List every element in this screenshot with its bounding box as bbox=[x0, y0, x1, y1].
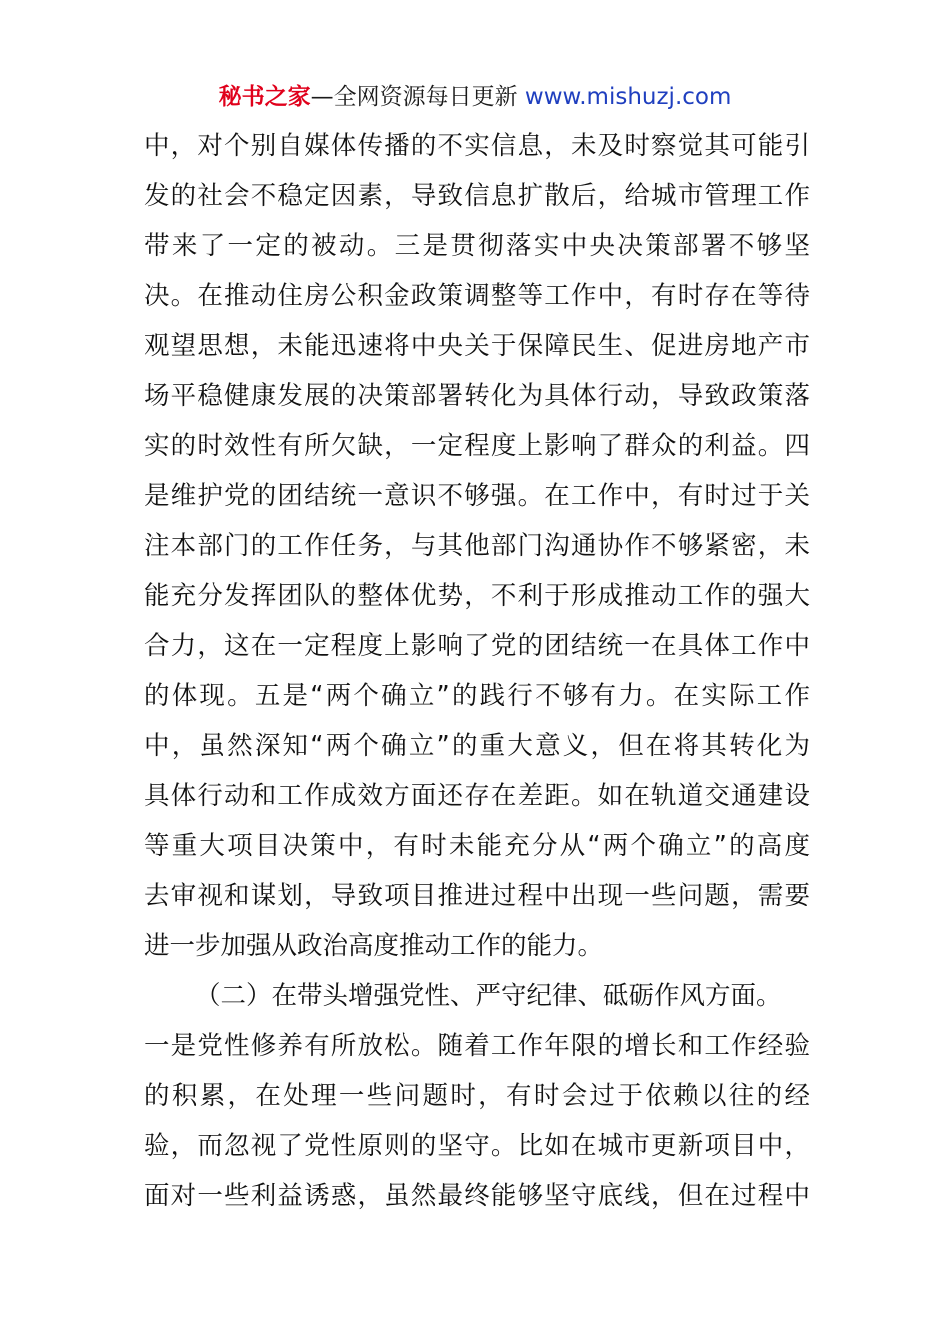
site-header bbox=[0, 79, 950, 115]
text-line: 等重大项目决策中，有时未能充分从“两个确立”的高度 bbox=[144, 831, 810, 861]
section-heading: （二）在带头增强党性、严守纪律、砥砺作风方面。 bbox=[195, 981, 782, 1011]
text-line: 的积累，在处理一些问题时，有时会过于依赖以往的经 bbox=[144, 1081, 810, 1111]
text-line: 注本部门的工作任务，与其他部门沟通协作不够紧密，未 bbox=[144, 531, 810, 561]
text-line: 场平稳健康发展的决策部署转化为具体行动，导致政策落 bbox=[144, 381, 810, 411]
header-url-link[interactable]: www.mishuzj.com bbox=[524, 84, 732, 110]
header-tagline: —全网资源每日更新 bbox=[310, 84, 518, 110]
text-line: 是维护党的团结统一意识不够强。在工作中，有时过于关 bbox=[144, 481, 810, 511]
text-line: 面对一些利益诱惑，虽然最终能够坚守底线，但在过程中 bbox=[144, 1181, 810, 1211]
text-line: 验，而忽视了党性原则的坚守。比如在城市更新项目中， bbox=[144, 1131, 810, 1161]
text-line: 去审视和谋划，导致项目推进过程中出现一些问题，需要 bbox=[144, 881, 810, 911]
text-line: 的体现。五是“两个确立”的践行不够有力。在实际工作 bbox=[144, 681, 810, 711]
text-line: 一是党性修养有所放松。随着工作年限的增长和工作经验 bbox=[144, 1031, 810, 1061]
header-brand: 秘书之家 bbox=[218, 84, 311, 110]
text-line-paragraph-end: 进一步加强从政治高度推动工作的能力。 bbox=[144, 931, 604, 961]
text-line: 能充分发挥团队的整体优势，不利于形成推动工作的强大 bbox=[144, 581, 810, 611]
text-line: 发的社会不稳定因素，导致信息扩散后，给城市管理工作 bbox=[144, 181, 810, 211]
text-line: 具体行动和工作成效方面还存在差距。如在轨道交通建设 bbox=[144, 781, 810, 811]
text-line: 带来了一定的被动。三是贯彻落实中央决策部署不够坚 bbox=[144, 231, 810, 261]
text-line: 决。在推动住房公积金政策调整等工作中，有时存在等待 bbox=[144, 281, 810, 311]
text-line: 实的时效性有所欠缺，一定程度上影响了群众的利益。四 bbox=[144, 431, 810, 461]
text-line: 中，虽然深知“两个确立”的重大意义，但在将其转化为 bbox=[144, 731, 810, 761]
text-line: 合力，这在一定程度上影响了党的团结统一在具体工作中 bbox=[144, 631, 810, 661]
text-line: 观望思想，未能迅速将中央关于保障民生、促进房地产市 bbox=[144, 331, 810, 361]
document-body bbox=[144, 121, 810, 1221]
text-line: 中，对个别自媒体传播的不实信息，未及时察觉其可能引 bbox=[144, 131, 810, 161]
